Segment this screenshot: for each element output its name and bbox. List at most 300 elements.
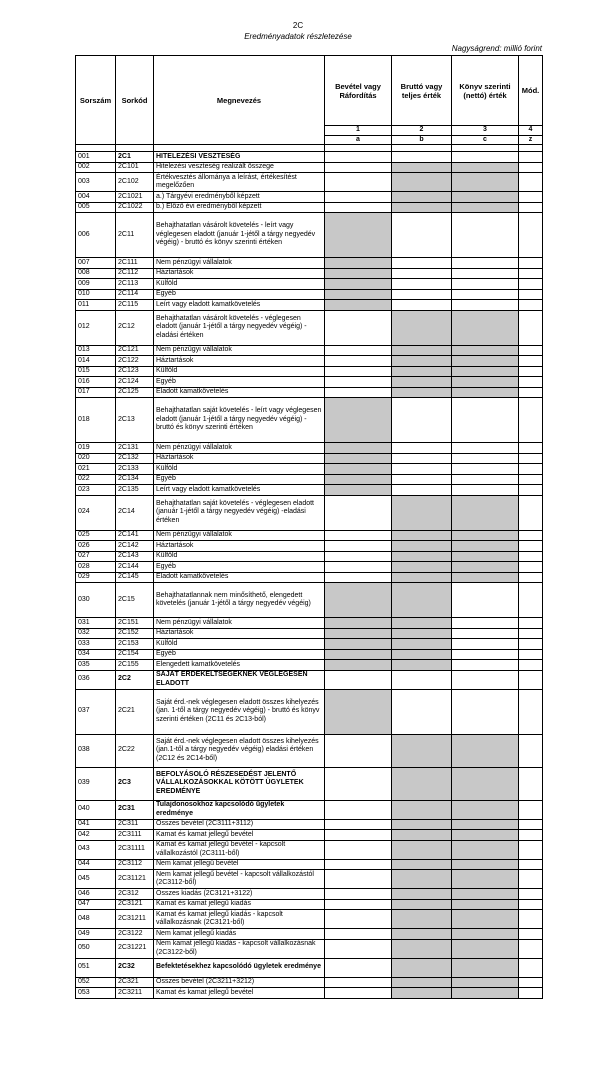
cell-konyv[interactable]: [452, 453, 519, 464]
cell-bevetel[interactable]: [325, 310, 392, 345]
cell-mod[interactable]: [519, 562, 543, 573]
cell-brutto[interactable]: [392, 443, 452, 454]
col-header-bevetel: Bevétel vagy Ráfordítás: [325, 56, 392, 126]
col-header-sorszam: Sorszám: [76, 56, 116, 145]
cell-bevetel[interactable]: [325, 889, 392, 900]
cell-konyv[interactable]: [452, 660, 519, 671]
cell-mod[interactable]: [519, 649, 543, 660]
row-number: 043: [76, 840, 116, 859]
cell-mod[interactable]: [519, 660, 543, 671]
table-row: [76, 202, 543, 213]
table-row: [76, 453, 543, 464]
cell-bevetel[interactable]: [325, 530, 392, 541]
cell-mod[interactable]: [519, 689, 543, 734]
row-label: BEFOLYÁSOLÓ RÉSZESEDÉST JELENTŐ VÁLLALKOZÁSOKKAL KÖTÖTT ÜGYLETEK EREDMÉNYE: [154, 767, 325, 800]
cell-mod[interactable]: [519, 830, 543, 841]
row-label: Külföld: [154, 366, 325, 377]
cell-mod[interactable]: [519, 366, 543, 377]
cell-mod[interactable]: [519, 639, 543, 650]
cell-mod[interactable]: [519, 464, 543, 475]
cell-brutto[interactable]: [392, 258, 452, 269]
row-label: Kamat és kamat jellegű bevétel - kapcsolt vállalkozástól (2C3111-ből): [154, 840, 325, 859]
cell-bevetel[interactable]: [325, 977, 392, 988]
cell-mod[interactable]: [519, 977, 543, 988]
table-row: [76, 345, 543, 356]
row-number: 017: [76, 387, 116, 398]
cell-bevetel[interactable]: [325, 929, 392, 940]
row-number: 003: [76, 173, 116, 192]
row-code: 2C13: [116, 398, 154, 443]
cell-brutto[interactable]: [392, 689, 452, 734]
table-row: [76, 889, 543, 900]
cell-mod[interactable]: [519, 453, 543, 464]
cell-brutto: [392, 734, 452, 767]
table-row: [76, 929, 543, 940]
col-letter-b: b: [392, 135, 452, 145]
row-label: Összes bevétel (2C3211+3212): [154, 977, 325, 988]
cell-konyv: [452, 734, 519, 767]
row-code: 2C31: [116, 800, 154, 819]
cell-mod[interactable]: [519, 377, 543, 388]
cell-mod[interactable]: [519, 939, 543, 958]
cell-konyv[interactable]: [452, 279, 519, 290]
cell-bevetel: [325, 628, 392, 639]
cell-konyv: [452, 939, 519, 958]
row-label: Eladott kamatkövetelés: [154, 572, 325, 583]
col-header-konyv: Könyv szerinti (nettó) érték: [452, 56, 519, 126]
cell-konyv: [452, 162, 519, 173]
cell-mod[interactable]: [519, 485, 543, 496]
row-code: 2C11: [116, 213, 154, 258]
col-header-megnevezes: Megnevezés: [154, 56, 325, 145]
table-row: [76, 734, 543, 767]
cell-konyv[interactable]: [452, 670, 519, 689]
row-number: 023: [76, 485, 116, 496]
row-label: Elengedett kamatkövetelés: [154, 660, 325, 671]
table-row: [76, 939, 543, 958]
cell-bevetel[interactable]: [325, 958, 392, 977]
table-row: [76, 800, 543, 819]
cell-bevetel[interactable]: [325, 870, 392, 889]
row-label: Behajthatatlan vásárolt követelés - véglegesen eladott (január 1-jétől a tárgy negyedév végéig) -eladási értéken: [154, 310, 325, 345]
cell-konyv: [452, 173, 519, 192]
row-number: 050: [76, 939, 116, 958]
row-label: Háztartások: [154, 268, 325, 279]
table-row: [76, 279, 543, 290]
table-row: [76, 628, 543, 639]
cell-bevetel[interactable]: [325, 800, 392, 819]
cell-mod[interactable]: [519, 213, 543, 258]
table-row: [76, 830, 543, 841]
row-number: 036: [76, 670, 116, 689]
cell-mod[interactable]: [519, 541, 543, 552]
table-row: [76, 464, 543, 475]
col-letter-c: c: [452, 135, 519, 145]
row-code: 2C14: [116, 495, 154, 530]
row-label: Nem kamat jellegű bevétel: [154, 859, 325, 870]
cell-bevetel[interactable]: [325, 551, 392, 562]
cell-bevetel[interactable]: [325, 377, 392, 388]
row-code: 2C125: [116, 387, 154, 398]
row-code: 2C111: [116, 258, 154, 269]
cell-mod[interactable]: [519, 356, 543, 367]
row-label: Háztartások: [154, 628, 325, 639]
row-code: 2C142: [116, 541, 154, 552]
row-number: 034: [76, 649, 116, 660]
cell-konyv[interactable]: [452, 485, 519, 496]
cell-bevetel: [325, 660, 392, 671]
cell-bevetel[interactable]: [325, 202, 392, 213]
table-row: [76, 152, 543, 163]
cell-brutto: [392, 162, 452, 173]
cell-bevetel[interactable]: [325, 939, 392, 958]
cell-mod[interactable]: [519, 800, 543, 819]
col-letter-a: a: [325, 135, 392, 145]
cell-brutto[interactable]: [392, 474, 452, 485]
cell-bevetel[interactable]: [325, 387, 392, 398]
table-row: [76, 268, 543, 279]
cell-konyv[interactable]: [452, 474, 519, 485]
row-number: 028: [76, 562, 116, 573]
cell-mod[interactable]: [519, 398, 543, 443]
row-code: 2C114: [116, 289, 154, 300]
row-label: Egyéb: [154, 377, 325, 388]
cell-konyv[interactable]: [452, 268, 519, 279]
cell-brutto: [392, 192, 452, 203]
row-code: 2C311: [116, 819, 154, 830]
col-header-mod: Mód.: [519, 56, 543, 126]
cell-konyv[interactable]: [452, 213, 519, 258]
row-number: 006: [76, 213, 116, 258]
cell-konyv: [452, 356, 519, 367]
cell-mod[interactable]: [519, 268, 543, 279]
cell-bevetel[interactable]: [325, 162, 392, 173]
row-number: 005: [76, 202, 116, 213]
cell-brutto[interactable]: [392, 279, 452, 290]
cell-bevetel[interactable]: [325, 910, 392, 929]
cell-brutto: [392, 958, 452, 977]
cell-bevetel[interactable]: [325, 192, 392, 203]
row-number: 042: [76, 830, 116, 841]
cell-konyv[interactable]: [452, 398, 519, 443]
cell-konyv[interactable]: [452, 649, 519, 660]
cell-mod[interactable]: [519, 628, 543, 639]
cell-bevetel[interactable]: [325, 562, 392, 573]
cell-mod[interactable]: [519, 202, 543, 213]
cell-brutto[interactable]: [392, 300, 452, 311]
cell-mod[interactable]: [519, 530, 543, 541]
cell-mod[interactable]: [519, 840, 543, 859]
cell-konyv[interactable]: [452, 289, 519, 300]
cell-mod[interactable]: [519, 819, 543, 830]
cell-bevetel[interactable]: [325, 572, 392, 583]
row-number: 039: [76, 767, 116, 800]
row-code: 2C133: [116, 464, 154, 475]
cell-konyv: [452, 767, 519, 800]
cell-brutto[interactable]: [392, 670, 452, 689]
cell-brutto[interactable]: [392, 152, 452, 163]
row-code: 2C3121: [116, 899, 154, 910]
row-number: 025: [76, 530, 116, 541]
cell-bevetel[interactable]: [325, 541, 392, 552]
table-row: [76, 572, 543, 583]
cell-bevetel: [325, 639, 392, 650]
row-code: 2C321: [116, 977, 154, 988]
cell-mod[interactable]: [519, 583, 543, 618]
cell-konyv[interactable]: [452, 628, 519, 639]
cell-mod[interactable]: [519, 767, 543, 800]
cell-brutto: [392, 660, 452, 671]
cell-mod[interactable]: [519, 618, 543, 629]
row-label: Egyéb: [154, 289, 325, 300]
cell-konyv: [452, 889, 519, 900]
table-row: [76, 377, 543, 388]
cell-konyv[interactable]: [452, 583, 519, 618]
cell-konyv[interactable]: [452, 464, 519, 475]
row-number: 026: [76, 541, 116, 552]
table-row: [76, 443, 543, 454]
cell-konyv: [452, 366, 519, 377]
cell-mod[interactable]: [519, 474, 543, 485]
cell-mod[interactable]: [519, 279, 543, 290]
cell-konyv: [452, 551, 519, 562]
cell-bevetel[interactable]: [325, 734, 392, 767]
cell-brutto[interactable]: [392, 268, 452, 279]
row-code: 2C22: [116, 734, 154, 767]
cell-bevetel[interactable]: [325, 345, 392, 356]
table-row: [76, 192, 543, 203]
table-row: [76, 289, 543, 300]
table-row: [76, 583, 543, 618]
cell-bevetel[interactable]: [325, 173, 392, 192]
cell-mod[interactable]: [519, 859, 543, 870]
row-number: 037: [76, 689, 116, 734]
cell-brutto[interactable]: [392, 398, 452, 443]
cell-konyv: [452, 530, 519, 541]
table-row: [76, 495, 543, 530]
row-number: 015: [76, 366, 116, 377]
cell-konyv[interactable]: [452, 618, 519, 629]
cell-mod[interactable]: [519, 345, 543, 356]
table-row: [76, 958, 543, 977]
cell-brutto: [392, 859, 452, 870]
row-code: 2C141: [116, 530, 154, 541]
cell-brutto[interactable]: [392, 453, 452, 464]
cell-mod[interactable]: [519, 387, 543, 398]
cell-mod[interactable]: [519, 899, 543, 910]
row-code: 2C124: [116, 377, 154, 388]
row-number: 038: [76, 734, 116, 767]
row-code: 2C101: [116, 162, 154, 173]
cell-bevetel[interactable]: [325, 152, 392, 163]
table-row: [76, 870, 543, 889]
cell-bevetel[interactable]: [325, 495, 392, 530]
cell-konyv[interactable]: [452, 258, 519, 269]
cell-bevetel[interactable]: [325, 366, 392, 377]
row-number: 030: [76, 583, 116, 618]
row-label: Kamat és kamat jellegű kiadás: [154, 899, 325, 910]
cell-bevetel: [325, 289, 392, 300]
cell-brutto: [392, 345, 452, 356]
cell-brutto: [392, 310, 452, 345]
cell-konyv[interactable]: [452, 152, 519, 163]
row-code: 2C32: [116, 958, 154, 977]
cell-brutto[interactable]: [392, 213, 452, 258]
cell-konyv[interactable]: [452, 443, 519, 454]
row-label: Tulajdonosokhoz kapcsolódó ügyletek eredménye: [154, 800, 325, 819]
row-number: 035: [76, 660, 116, 671]
cell-bevetel[interactable]: [325, 859, 392, 870]
row-number: 016: [76, 377, 116, 388]
report-title: Eredményadatok részletezése: [244, 32, 352, 41]
table-row: [76, 474, 543, 485]
row-code: 2C155: [116, 660, 154, 671]
cell-brutto: [392, 819, 452, 830]
row-number: 012: [76, 310, 116, 345]
row-label: Egyéb: [154, 649, 325, 660]
cell-brutto: [392, 977, 452, 988]
row-number: 010: [76, 289, 116, 300]
cell-brutto: [392, 800, 452, 819]
cell-mod[interactable]: [519, 162, 543, 173]
cell-konyv[interactable]: [452, 689, 519, 734]
row-code: 2C31121: [116, 870, 154, 889]
cell-brutto: [392, 639, 452, 650]
row-code: 2C135: [116, 485, 154, 496]
cell-konyv: [452, 377, 519, 388]
cell-mod[interactable]: [519, 289, 543, 300]
cell-bevetel[interactable]: [325, 988, 392, 999]
cell-brutto: [392, 939, 452, 958]
table-row: [76, 639, 543, 650]
cell-mod[interactable]: [519, 988, 543, 999]
cell-bevetel: [325, 398, 392, 443]
table-row: [76, 859, 543, 870]
cell-brutto: [392, 910, 452, 929]
cell-brutto[interactable]: [392, 464, 452, 475]
row-number: 048: [76, 910, 116, 929]
row-number: 022: [76, 474, 116, 485]
cell-bevetel: [325, 453, 392, 464]
cell-konyv: [452, 840, 519, 859]
cell-mod[interactable]: [519, 300, 543, 311]
table-row: [76, 162, 543, 173]
cell-konyv: [452, 387, 519, 398]
col-number-1: 1: [325, 126, 392, 136]
cell-konyv: [452, 495, 519, 530]
cell-brutto[interactable]: [392, 485, 452, 496]
cell-mod[interactable]: [519, 870, 543, 889]
row-code: 2C1022: [116, 202, 154, 213]
cell-konyv: [452, 562, 519, 573]
cell-konyv: [452, 541, 519, 552]
cell-brutto: [392, 899, 452, 910]
cell-mod[interactable]: [519, 258, 543, 269]
row-label: Nem kamat jellegű kiadás - kapcsolt vállalkozásnak (2C3122-ből): [154, 939, 325, 958]
row-number: 009: [76, 279, 116, 290]
cell-mod[interactable]: [519, 910, 543, 929]
cell-mod[interactable]: [519, 670, 543, 689]
cell-konyv: [452, 929, 519, 940]
row-label: Összes kiadás (2C3121+3122): [154, 889, 325, 900]
cell-bevetel[interactable]: [325, 356, 392, 367]
row-code: 2C131: [116, 443, 154, 454]
cell-bevetel[interactable]: [325, 819, 392, 830]
cell-bevetel[interactable]: [325, 840, 392, 859]
separator-row: [76, 145, 543, 152]
cell-brutto: [392, 929, 452, 940]
cell-bevetel: [325, 689, 392, 734]
cell-konyv: [452, 345, 519, 356]
cell-mod[interactable]: [519, 734, 543, 767]
cell-konyv[interactable]: [452, 300, 519, 311]
cell-bevetel[interactable]: [325, 670, 392, 689]
cell-mod[interactable]: [519, 443, 543, 454]
table-row: [76, 562, 543, 573]
row-number: 013: [76, 345, 116, 356]
cell-bevetel: [325, 300, 392, 311]
cell-bevetel[interactable]: [325, 830, 392, 841]
table-row: [76, 767, 543, 800]
row-label: Külföld: [154, 464, 325, 475]
cell-konyv: [452, 859, 519, 870]
cell-mod[interactable]: [519, 495, 543, 530]
row-code: 2C102: [116, 173, 154, 192]
cell-mod[interactable]: [519, 310, 543, 345]
cell-brutto: [392, 562, 452, 573]
row-number: 047: [76, 899, 116, 910]
row-label: HITELEZÉSI VESZTESÉG: [154, 152, 325, 163]
row-label: Behajthatatlannak nem minősíthető, elengedett követelés (január 1-jétől a tárgy negyedév végéig): [154, 583, 325, 618]
row-code: 2C151: [116, 618, 154, 629]
row-number: 032: [76, 628, 116, 639]
row-code: 2C144: [116, 562, 154, 573]
cell-mod[interactable]: [519, 152, 543, 163]
cell-mod[interactable]: [519, 173, 543, 192]
row-number: 020: [76, 453, 116, 464]
row-label: Behajthatatlan vásárolt követelés - leírt vagy véglegesen eladott (január 1-jétől a tárgy negyedév végéig) - bruttó és könyv szerinti értéken: [154, 213, 325, 258]
row-label: Kamat és kamat jellegű kiadás - kapcsolt vállalkozásnak (2C3121-ből): [154, 910, 325, 929]
row-label: Behajthatatlan saját követelés - leírt vagy véglegesen eladott (január 1-jétől a tárgy negyedév végéig) - bruttó és könyv szerinti értéken: [154, 398, 325, 443]
cell-brutto[interactable]: [392, 289, 452, 300]
cell-mod[interactable]: [519, 929, 543, 940]
cell-mod[interactable]: [519, 551, 543, 562]
cell-bevetel[interactable]: [325, 767, 392, 800]
col-header-brutto: Bruttó vagy teljes érték: [392, 56, 452, 126]
cell-bevetel: [325, 213, 392, 258]
row-label: Háztartások: [154, 453, 325, 464]
cell-brutto: [392, 889, 452, 900]
row-label: Háztartások: [154, 356, 325, 367]
cell-konyv: [452, 572, 519, 583]
cell-mod[interactable]: [519, 572, 543, 583]
cell-bevetel[interactable]: [325, 899, 392, 910]
row-code: 2C2: [116, 670, 154, 689]
cell-mod[interactable]: [519, 192, 543, 203]
row-code: 2C3: [116, 767, 154, 800]
table-row: [76, 258, 543, 269]
table-row: [76, 356, 543, 367]
cell-konyv[interactable]: [452, 639, 519, 650]
table-row: [76, 530, 543, 541]
row-label: Nem pénzügyi vállalatok: [154, 258, 325, 269]
cell-mod[interactable]: [519, 889, 543, 900]
cell-bevetel: [325, 583, 392, 618]
cell-mod[interactable]: [519, 958, 543, 977]
row-code: 2C3111: [116, 830, 154, 841]
row-code: 2C113: [116, 279, 154, 290]
cell-brutto: [392, 377, 452, 388]
